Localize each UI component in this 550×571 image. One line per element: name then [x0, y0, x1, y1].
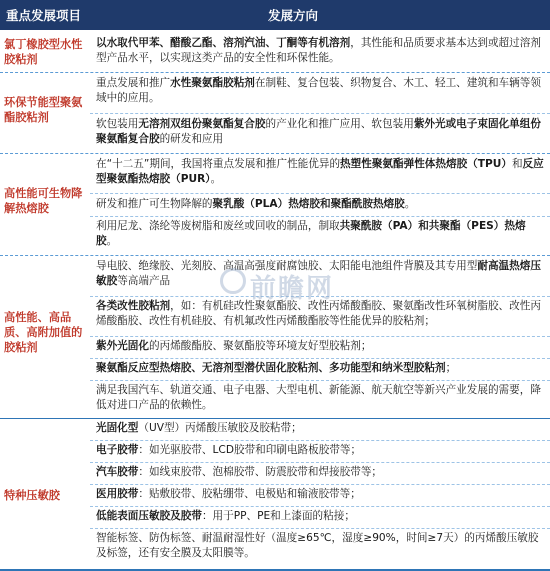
row-divider	[0, 418, 550, 419]
direction-text: 研发和推广可生物降解的聚乳酸（PLA）热熔胶和聚酯酰胺热熔胶。	[96, 198, 416, 210]
direction-text: 以水取代甲苯、醋酸乙酯、溶剂汽油、丁酮等有机溶剂，其性能和品质要求基本达到或超过溶剂型产品水平，以实现这类产品的安全性和环保性能。	[96, 37, 541, 64]
sub-divider	[90, 484, 550, 485]
direction-text: 紫外光固化的丙烯酸酯胶、聚氨酯胶等环境友好型胶粘剂；	[96, 340, 372, 352]
sub-divider	[90, 528, 550, 529]
watermark-logo-icon	[220, 268, 246, 294]
category-label: 特种压敏胶	[4, 489, 60, 502]
direction-text: 电子胶带：如光驱胶带、LCD胶带和印刷电路板胶带等；	[96, 444, 362, 456]
row-divider	[0, 72, 550, 73]
direction-text: 在“十二五”期间，我国将重点发展和推广性能优异的热塑性聚氨酯弹性体热熔胶（TPU）和反应型聚氨酯热熔胶（PUR）。	[96, 158, 544, 185]
direction-text: 软包装用无溶剂双组份聚氨酯复合胶的产业化和推广应用、软包装用紫外光或电子束固化单组份聚氨酯复合胶的研发和应用	[96, 118, 541, 145]
category-label: 氯丁橡胶型水性胶粘剂	[4, 38, 83, 66]
direction-text: 各类改性胶粘剂，如：有机硅改性聚氨酯胶、改性丙烯酸酯胶、聚氨酯改性环氧树脂胶、改性丙烯酸酯胶、改性有机硅胶、有机氟改性丙烯酸酯胶等性能优异的胶粘剂；	[96, 300, 541, 327]
sub-divider	[90, 216, 550, 217]
category-label: 高性能可生物降解热熔胶	[4, 187, 83, 215]
row-divider	[0, 255, 550, 256]
direction-text: 导电胶、绝缘胶、光刻胶、高温高强度耐腐蚀胶、太阳能电池组件背膜及其专用型耐高温热熔压敏胶等高端产品	[96, 260, 541, 287]
sub-divider	[90, 336, 550, 337]
sub-divider	[90, 380, 550, 381]
sub-divider	[90, 113, 550, 114]
direction-text: 智能标签、防伪标签、耐温耐湿性好（温度≥65℃，湿度≥90%，时间≥7天）的丙烯酸压敏胶及标签，还有安全膜及太阳膜等。	[96, 532, 539, 559]
direction-text: 满足我国汽车、轨道交通、电子电器、大型电机、新能源、航天航空等新兴产业发展的需要，降低对进口产品的依赖性。	[96, 384, 541, 411]
row-divider	[0, 153, 550, 154]
direction-text: 汽车胶带：如线束胶带、泡棉胶带、防震胶带和焊接胶带等；	[96, 466, 383, 478]
table-header	[0, 0, 550, 30]
direction-text: 光固化型（UV型）丙烯酸压敏胶及胶粘带；	[96, 422, 302, 434]
direction-text: 利用尼龙、涤纶等废树脂和废丝或回收的制品，制取共聚酰胺（PA）和共聚酯（PES）热熔胶。	[96, 220, 526, 247]
sub-divider	[90, 440, 550, 441]
direction-text: 重点发展和推广水性聚氨酯胶粘剂在制鞋、复合包装、织物复合、木工、轻工、建筑和车辆等领域中的应用。	[96, 77, 541, 104]
category-label: 高性能、高品质、高附加值的胶粘剂	[4, 311, 83, 354]
sub-divider	[90, 506, 550, 507]
direction-text: 低能表面压敏胶及胶带：用于PP、PE和上漆面的粘接；	[96, 510, 355, 522]
header-project: 重点发展项目	[6, 8, 82, 23]
watermark: 前瞻网	[250, 274, 335, 304]
header-direction: 发展方向	[267, 8, 318, 23]
direction-text: 聚氨酯反应型热熔胶、无溶剂型潜伏固化胶粘剂、多功能型和纳米型胶粘剂；	[96, 362, 457, 374]
sub-divider	[90, 358, 550, 359]
category-label: 环保节能型聚氨酯胶粘剂	[4, 96, 83, 124]
direction-text: 医用胶带：贴敷胶带、胶粘绷带、电极贴和输液胶带等；	[96, 488, 361, 500]
sub-divider	[90, 193, 550, 194]
sub-divider	[90, 462, 550, 463]
